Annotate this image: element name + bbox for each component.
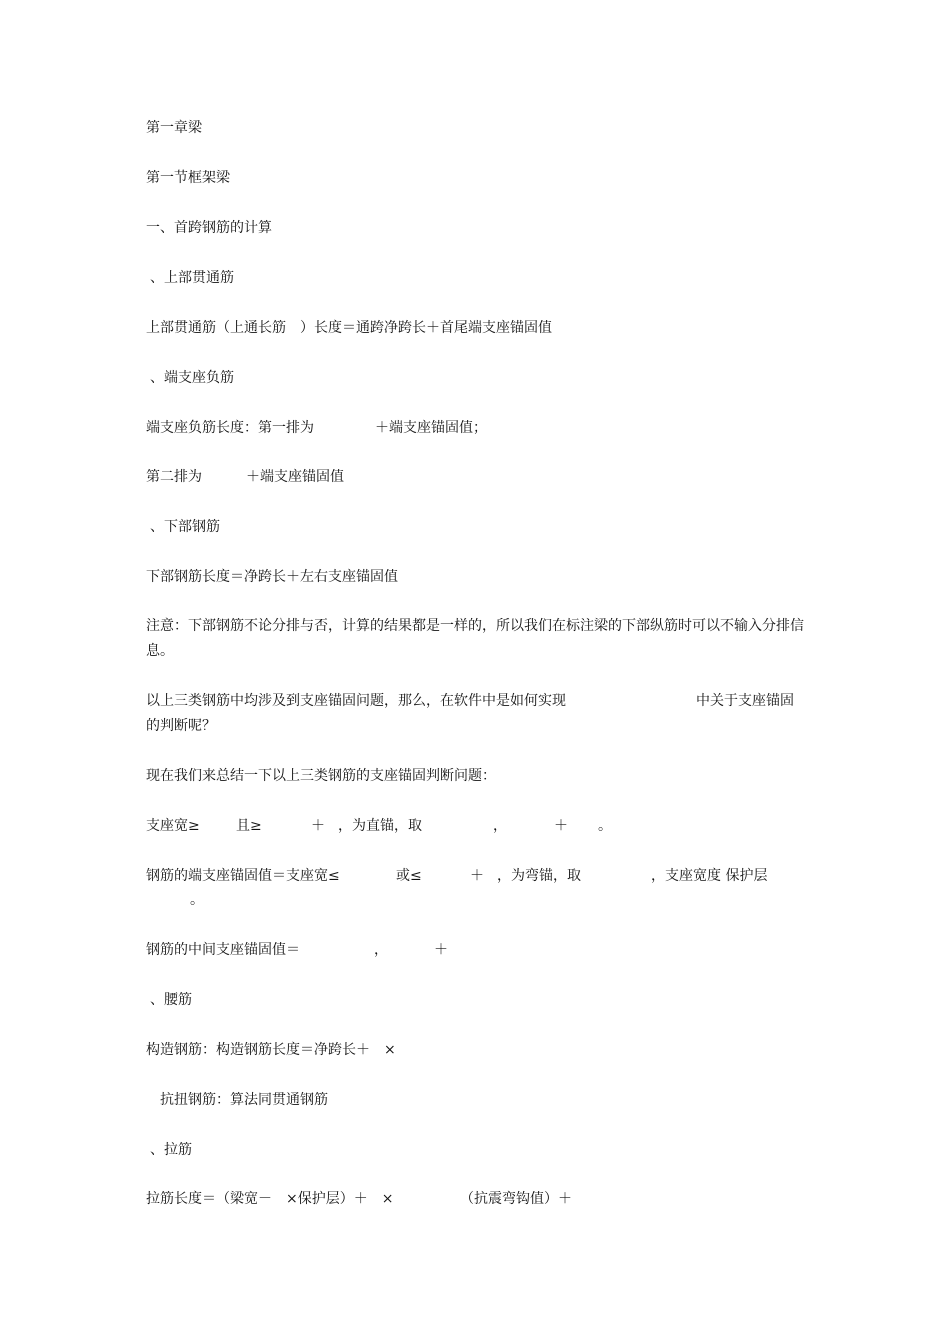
text-segment: （抗震弯钩值）＋ (460, 1191, 572, 1207)
text-segment: 。 (190, 892, 204, 908)
summary-line: 现在我们来总结一下以上三类钢筋的支座锚固判断问题： (146, 768, 496, 784)
text-segment: ， (374, 942, 388, 958)
text-segment: 。 (598, 818, 612, 834)
heading-waist-bar: 、腰筋 (150, 992, 192, 1008)
text-segment: 或≤ (396, 868, 422, 884)
text-segment: 中关于支座锚固 (696, 693, 794, 709)
text-segment: 钢筋的中间支座锚固值＝ (146, 942, 300, 958)
bottom-bar-formula: 下部钢筋长度＝净跨长＋左右支座锚固值 (146, 569, 398, 585)
text-segment: 以上三类钢筋中均涉及到支座锚固问题，那么，在软件中是如何实现 (146, 693, 566, 709)
text-segment: 端支座负筋长度：第一排为 (146, 420, 314, 436)
section-title: 第一节框架梁 (146, 170, 230, 186)
text-segment: ，支座宽度 保护层 (651, 868, 768, 884)
torsion-bar-formula: 抗扭钢筋：算法同贯通钢筋 (160, 1092, 328, 1108)
waist-bar-formula: 构造钢筋：构造钢筋长度＝净跨长＋ × (146, 1042, 396, 1058)
part-heading: 一、首跨钢筋的计算 (146, 220, 272, 236)
heading-tie-bar: 、拉筋 (150, 1142, 192, 1158)
text-segment: ＋端支座锚固值； (375, 420, 487, 436)
text-segment: ＋ (311, 818, 325, 834)
text-segment: ＋ (554, 818, 568, 834)
text-segment: 钢筋的端支座锚固值＝支座宽≤ (146, 868, 340, 884)
text-segment: 拉筋长度＝（梁宽－ ×保护层）＋ × (146, 1191, 394, 1207)
chapter-title: 第一章梁 (146, 120, 202, 136)
note-paragraph: 注意：下部钢筋不论分排与否，计算的结果都是一样的，所以我们在标注梁的下部纵筋时可以不输入分排信息。 (146, 618, 804, 659)
text-segment: 的判断呢？ (146, 718, 216, 734)
text-segment: ＋端支座锚固值 (246, 469, 344, 485)
heading-bottom-bar: 、下部钢筋 (150, 519, 220, 535)
text-segment: ＋ (434, 942, 448, 958)
text-segment: 支座宽≥ (146, 818, 200, 834)
text-segment: 且≥ (236, 818, 262, 834)
text-segment: ＋ (470, 868, 484, 884)
heading-end-support-bar: 、端支座负筋 (150, 370, 234, 386)
text-segment: ，为弯锚，取 (497, 868, 581, 884)
text-segment: ，为直锚，取 (338, 818, 422, 834)
text-segment: 第二排为 (146, 469, 202, 485)
heading-top-bar: 、上部贯通筋 (150, 270, 234, 286)
top-bar-formula: 上部贯通筋（上通长筋 ）长度＝通跨净跨长＋首尾端支座锚固值 (146, 320, 552, 336)
text-segment: ， (493, 818, 507, 834)
